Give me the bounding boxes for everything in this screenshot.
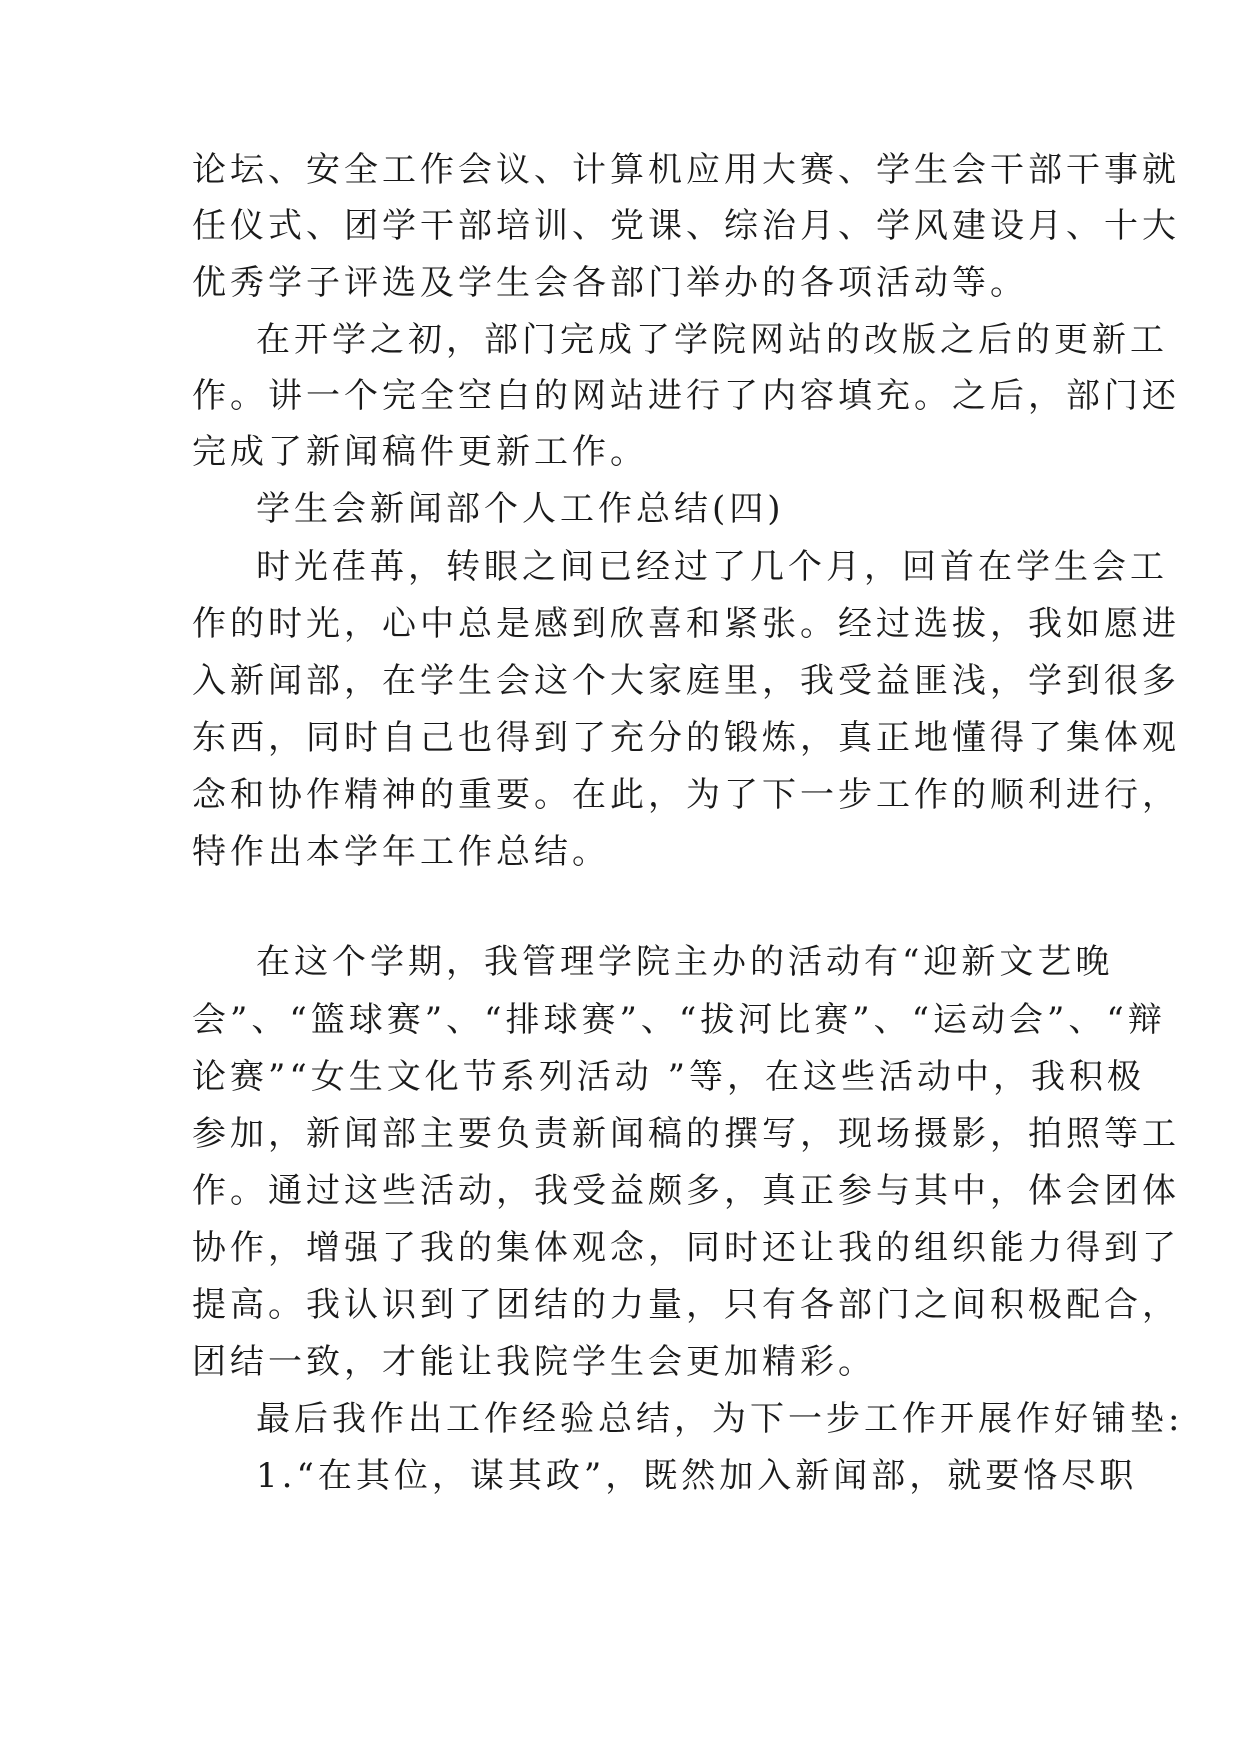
text-line: 在这个学期，我管理学院主办的活动有“迎新文艺晚	[256, 942, 1114, 982]
text-line: 优秀学子评选及学生会各部门举办的各项活动等。	[192, 263, 1028, 303]
text-line: 在开学之初，部门完成了学院网站的改版之后的更新工	[256, 320, 1168, 360]
text-line: 任仪式、团学干部培训、党课、综治月、学风建设月、十大	[192, 206, 1180, 246]
text-line: 完成了新闻稿件更新工作。	[192, 432, 648, 472]
text-line: 协作，增强了我的集体观念，同时还让我的组织能力得到了	[192, 1228, 1180, 1268]
text-line: 作。讲一个完全空白的网站进行了内容填充。之后，部门还	[192, 376, 1180, 416]
text-line: 特作出本学年工作总结。	[192, 832, 610, 872]
text-line: 念和协作精神的重要。在此，为了下一步工作的顺利进行，	[192, 775, 1180, 815]
text-line: 最后我作出工作经验总结，为下一步工作开展作好铺垫:	[256, 1399, 1184, 1439]
text-line: 会”、“篮球赛”、“排球赛”、“拔河比赛”、“运动会”、“辩	[192, 1000, 1166, 1040]
text-line: 论坛、安全工作会议、计算机应用大赛、学生会干部干事就	[192, 150, 1180, 190]
text-line: 提高。我认识到了团结的力量，只有各部门之间积极配合，	[192, 1285, 1180, 1325]
text-line: 团结一致，才能让我院学生会更加精彩。	[192, 1342, 876, 1382]
text-line: 作。通过这些活动，我受益颇多，真正参与其中，体会团体	[192, 1171, 1180, 1211]
text-line: 入新闻部，在学生会这个大家庭里，我受益匪浅，学到很多	[192, 661, 1180, 701]
text-line: 东西，同时自己也得到了充分的锻炼，真正地懂得了集体观	[192, 718, 1180, 758]
list-item: 1.“在其位，谋其政”，既然加入新闻部，就要恪尽职	[256, 1456, 1138, 1496]
text-line: 论赛”“女生文化节系列活动 ”等，在这些活动中，我积极	[192, 1057, 1145, 1097]
text-line: 作的时光，心中总是感到欣喜和紧张。经过选拔，我如愿进	[192, 604, 1180, 644]
text-line: 参加，新闻部主要负责新闻稿的撰写，现场摄影，拍照等工	[192, 1114, 1180, 1154]
section-heading: 学生会新闻部个人工作总结(四)	[256, 489, 785, 529]
text-line: 时光荏苒，转眼之间已经过了几个月，回首在学生会工	[256, 547, 1168, 587]
